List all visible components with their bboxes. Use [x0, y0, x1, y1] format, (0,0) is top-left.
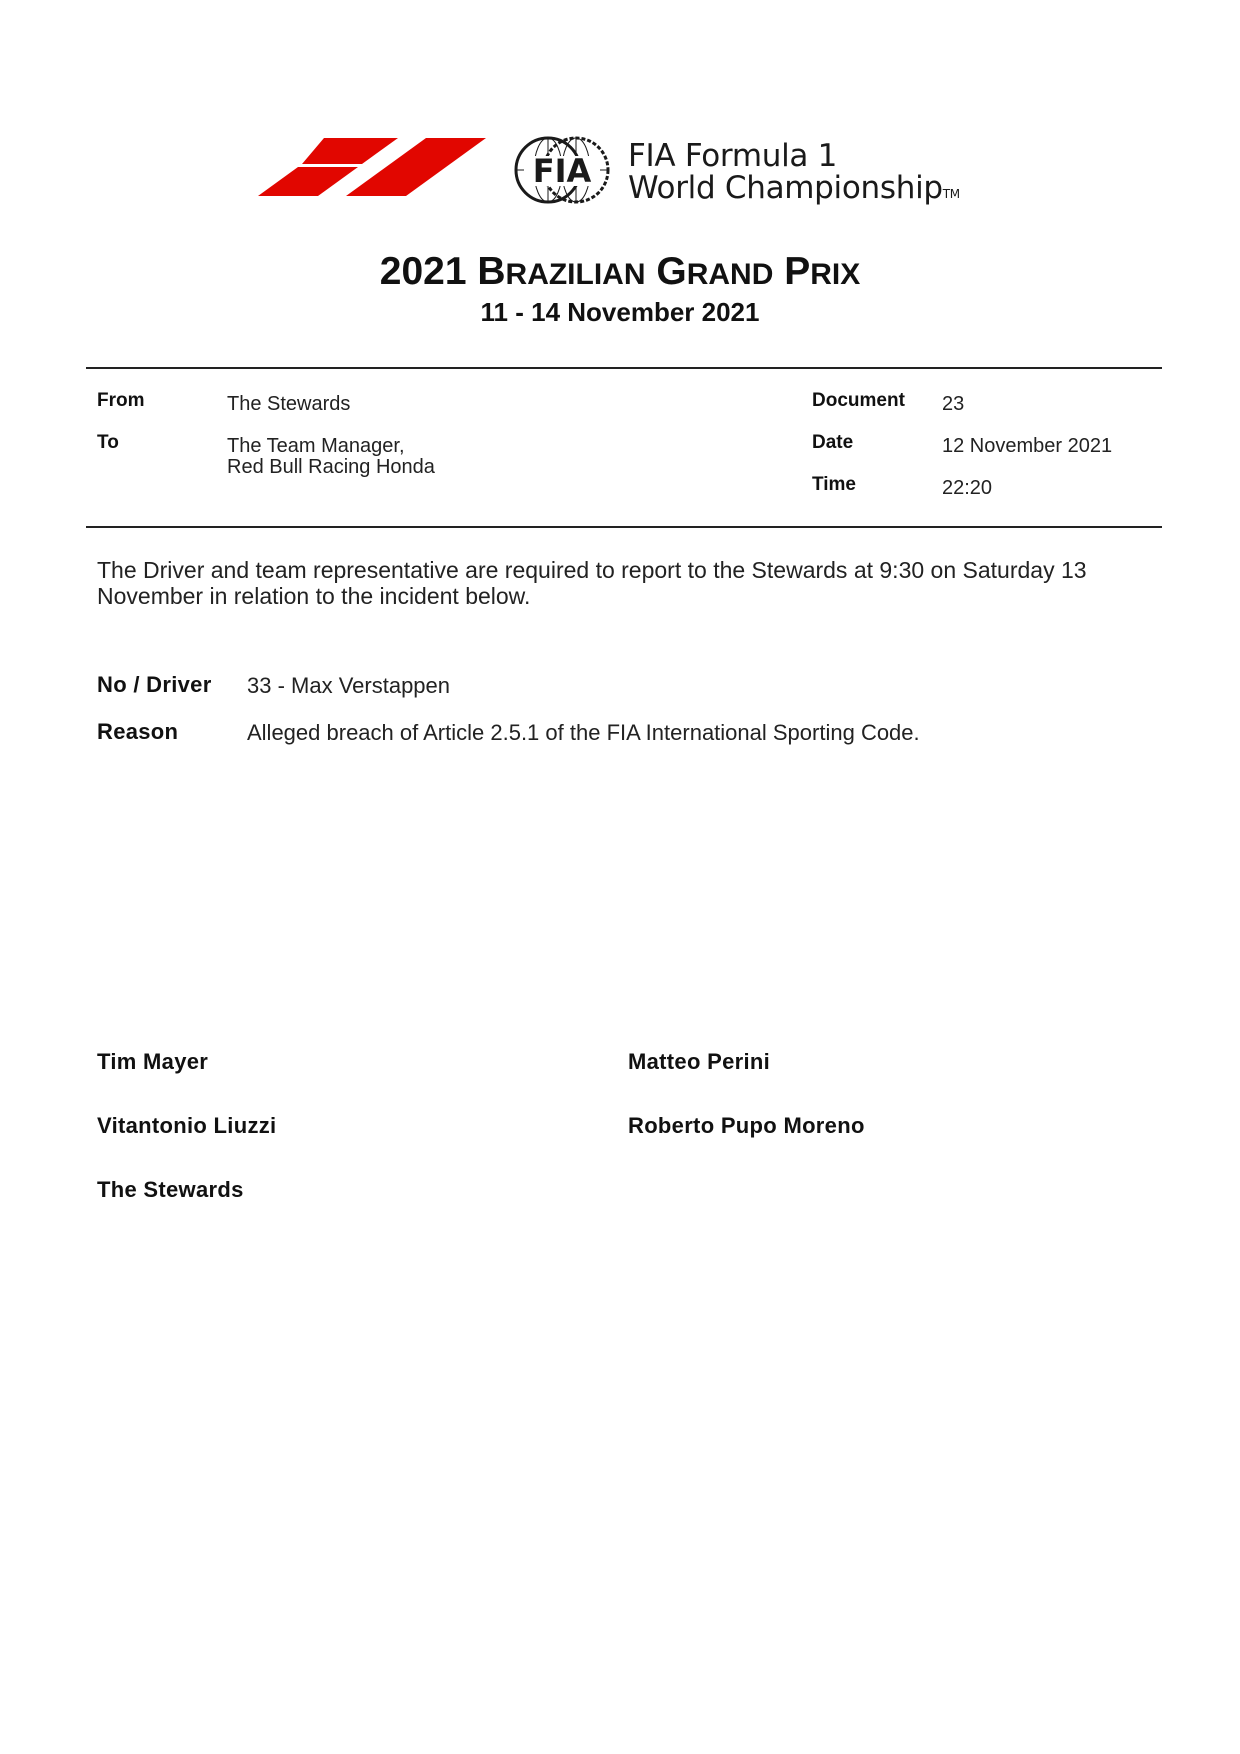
to-value-line2: Red Bull Racing Honda [227, 456, 435, 478]
trademark-mark: TM [942, 187, 960, 201]
summons-text: The Driver and team representative are required to report to the Stewards at 9:30 on Saturday 13 November in relation to the incident below. [97, 557, 1087, 609]
document-value: 23 [942, 393, 965, 415]
driver-value: 33 - Max Verstappen [247, 673, 451, 698]
steward-name: Roberto Pupo Moreno [628, 1113, 865, 1138]
logo-text-line1: FIA Formula 1 [628, 138, 838, 174]
to-label: To [97, 432, 119, 453]
logo-text-line2: World Championship [628, 170, 943, 206]
bottom-divider [86, 526, 1162, 528]
document-label: Document [812, 390, 905, 411]
to-value-line1: The Team Manager, [227, 435, 405, 457]
event-dates: 11 - 14 November 2021 [480, 297, 760, 327]
fia-globe-badge-icon [514, 132, 614, 208]
reason-value: Alleged breach of Article 2.5.1 of the FIA International Sporting Code. [247, 720, 920, 745]
svg-text:FIA: FIA [532, 152, 592, 190]
date-label: Date [812, 432, 854, 453]
stewards-signoff: The Stewards [97, 1177, 244, 1202]
from-value: The Stewards [227, 393, 351, 415]
steward-name: Tim Mayer [97, 1049, 209, 1074]
steward-name: Vitantonio Liuzzi [97, 1113, 277, 1138]
time-label: Time [812, 474, 857, 495]
time-value: 22:20 [942, 477, 993, 499]
from-label: From [97, 390, 145, 411]
event-title: 2021 BRAZILIAN GRAND PRIX [379, 250, 861, 293]
driver-label: No / Driver [97, 672, 212, 697]
f1-logo-icon [258, 130, 518, 212]
fia-f1-logo [258, 130, 1018, 212]
top-divider [86, 367, 1162, 369]
reason-label: Reason [97, 719, 179, 744]
steward-name: Matteo Perini [628, 1049, 771, 1074]
date-value: 12 November 2021 [942, 435, 1113, 457]
